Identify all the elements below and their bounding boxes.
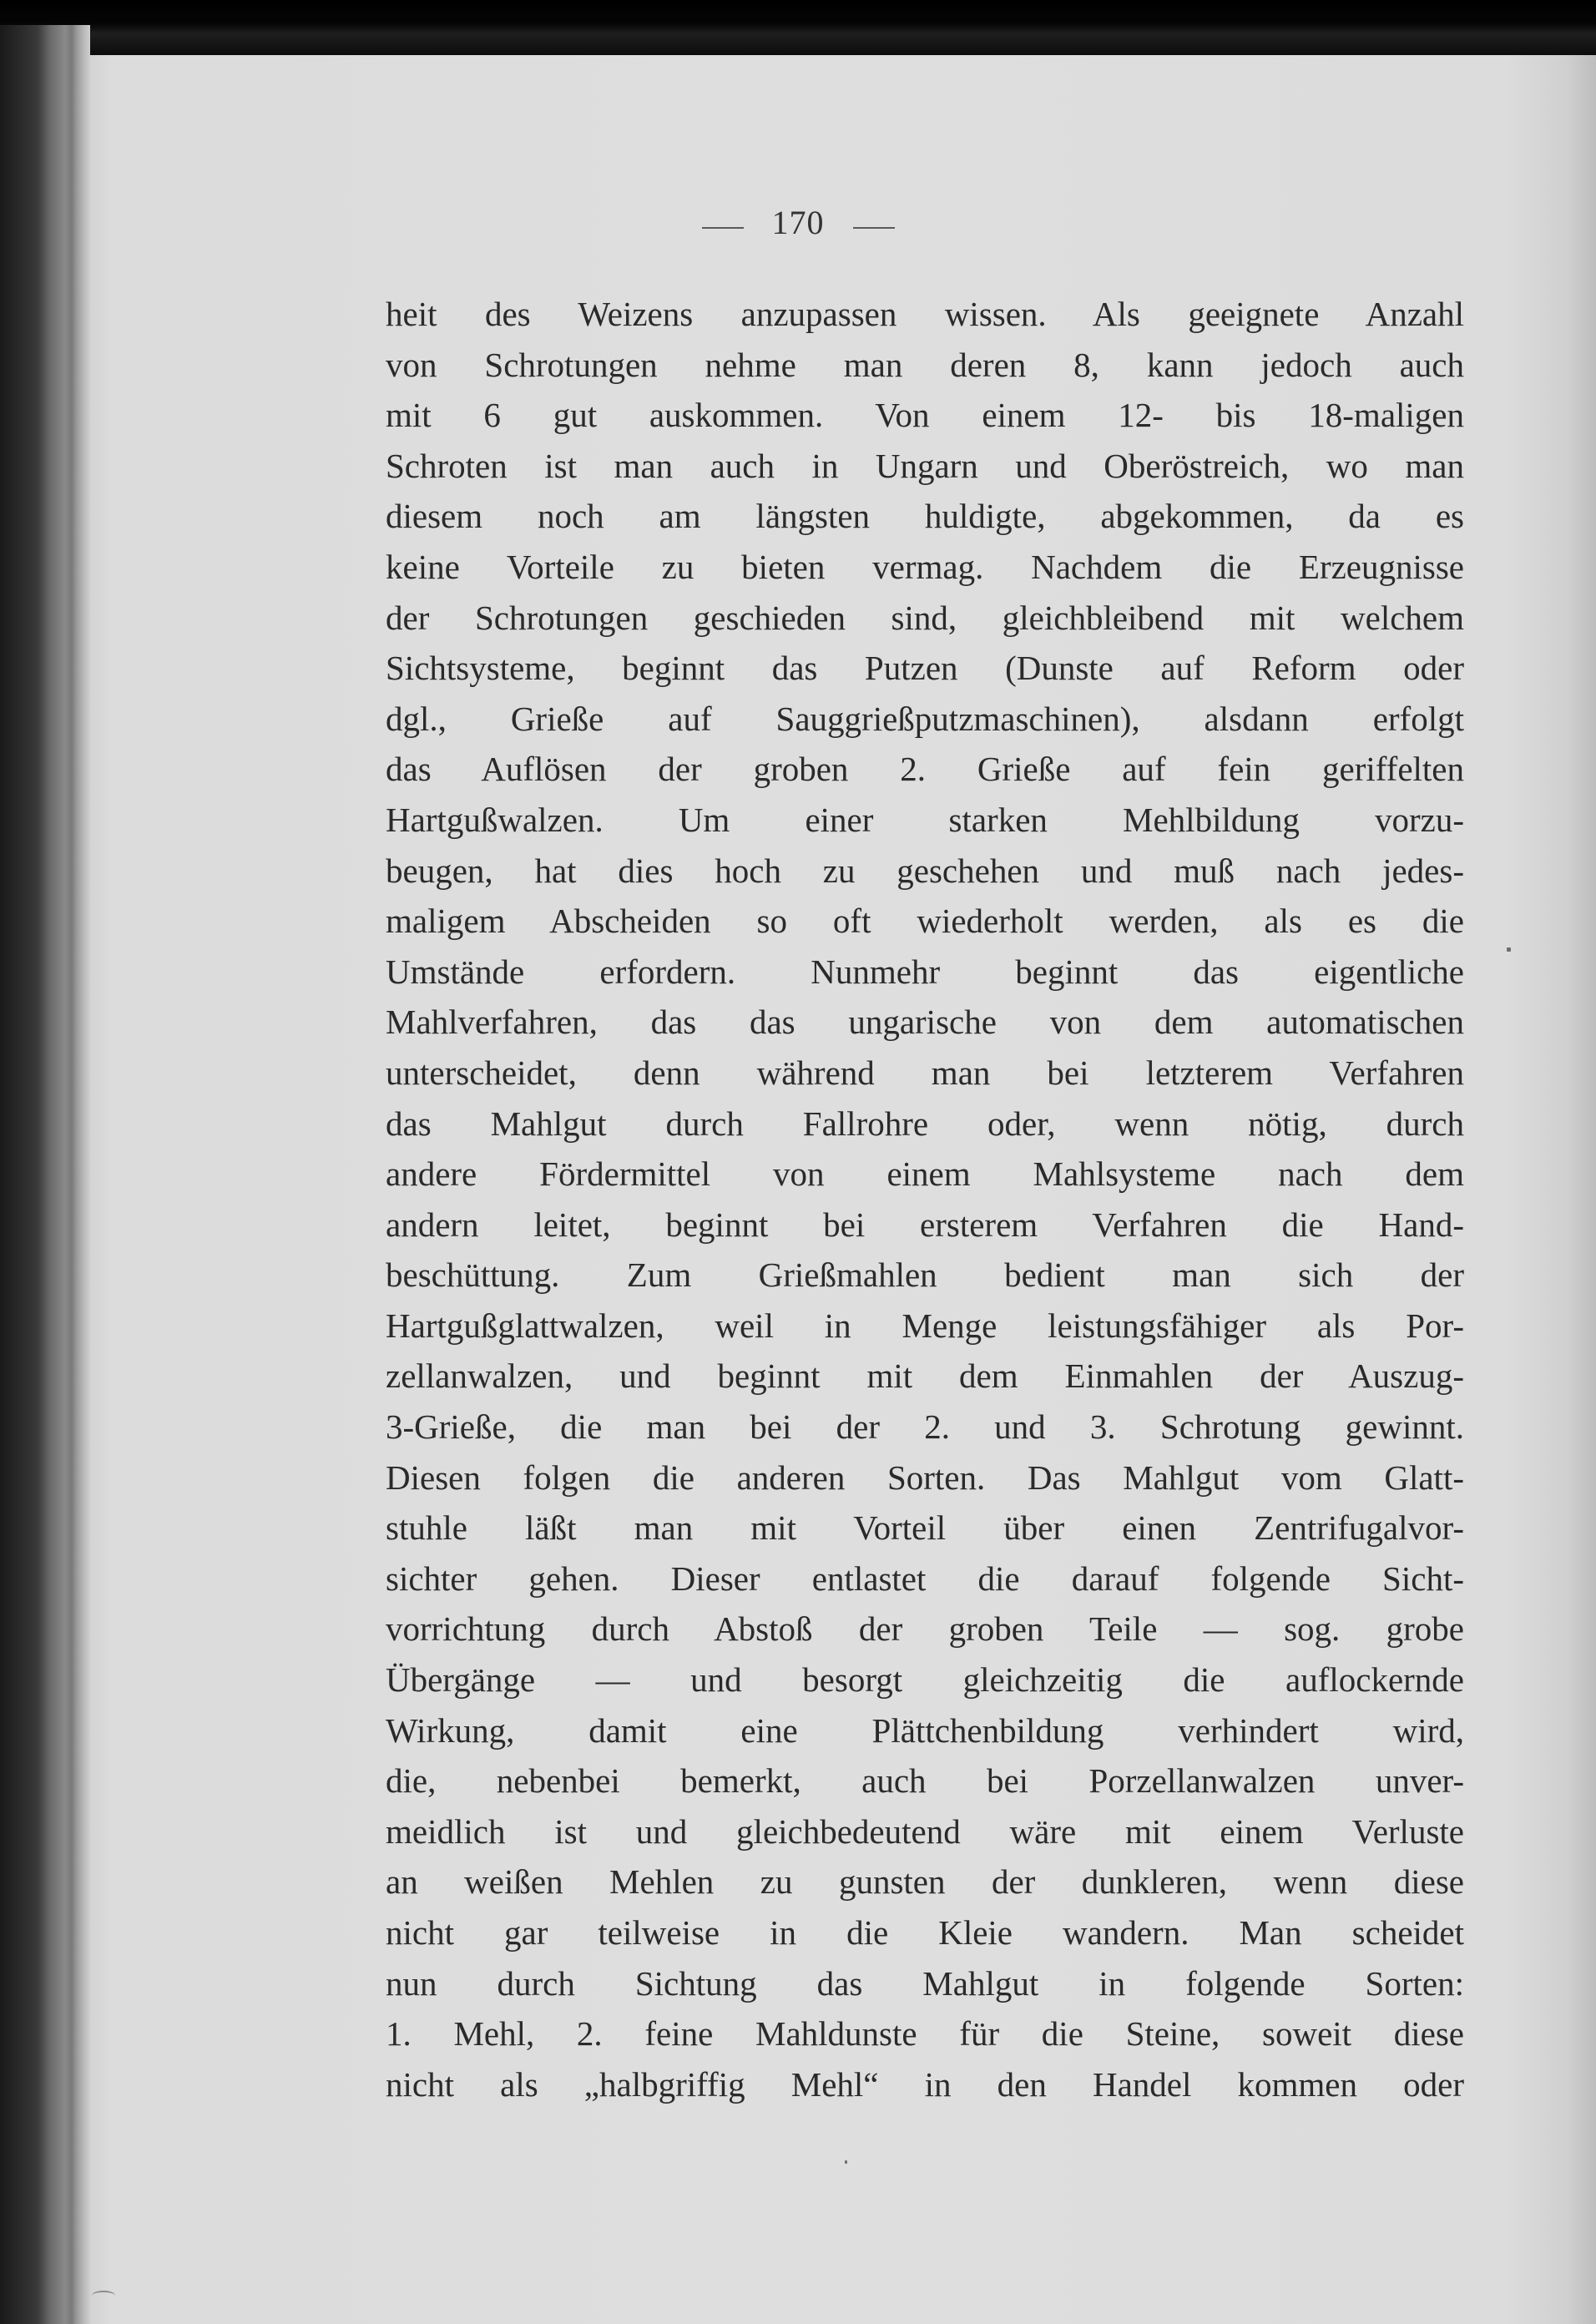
text-line: Sichtsysteme, beginnt das Putzen (Dunste auf Reform oder bbox=[386, 649, 1464, 688]
scan-speck bbox=[845, 2160, 847, 2164]
text-line: mit 6 gut auskommen. Von einem 12- bis 18-maligen bbox=[386, 396, 1464, 435]
header-dash-right bbox=[853, 227, 895, 229]
text-line: vorrichtung durch Abstoß der groben Teile — sog. grobe bbox=[386, 1609, 1464, 1649]
text-line: das Auflösen der groben 2. Grieße auf fein geriffelten bbox=[386, 750, 1464, 789]
text-line: 1. Mehl, 2. feine Mahldunste für die Steine, soweit diese bbox=[386, 2014, 1464, 2054]
text-line: andern leitet, beginnt bei ersterem Verfahren die Hand- bbox=[386, 1205, 1464, 1244]
text-line: diesem noch am längsten huldigte, abgekommen, da es bbox=[386, 497, 1464, 536]
text-line: Übergänge — und besorgt gleichzeitig die auflockernde bbox=[386, 1660, 1464, 1700]
book-spine-edge bbox=[0, 25, 90, 2324]
text-line: unterscheidet, denn während man bei letzterem Verfahren bbox=[386, 1053, 1464, 1092]
text-line: Hartgußglattwalzen, weil in Menge leistungsfähiger als Por- bbox=[386, 1306, 1464, 1345]
text-line: keine Vorteile zu bieten vermag. Nachdem die Erzeugnisse bbox=[386, 547, 1464, 586]
text-line: heit des Weizens anzupassen wissen. Als geeignete Anzahl bbox=[386, 295, 1464, 333]
page-corner-curl bbox=[92, 2291, 115, 2301]
text-line: der Schrotungen geschieden sind, gleichbleibend mit welchem bbox=[386, 598, 1464, 637]
text-line: zellanwalzen, und beginnt mit dem Einmahlen der Auszug- bbox=[386, 1357, 1464, 1396]
scanner-top-edge bbox=[0, 0, 1596, 55]
text-line: 3-Grieße, die man bei der 2. und 3. Schrotung gewinnt. bbox=[386, 1407, 1464, 1447]
text-line: beugen, hat dies hoch zu geschehen und muß nach jedes- bbox=[386, 851, 1464, 890]
scan-speck bbox=[1507, 947, 1511, 952]
text-line: stuhle läßt man mit Vorteil über einen Zentrifugalvor- bbox=[386, 1508, 1464, 1548]
text-line: nicht als „halbgriffig Mehl“ in den Handel kommen oder bbox=[386, 2064, 1464, 2104]
text-line: nun durch Sichtung das Mahlgut in folgende Sorten: bbox=[386, 1963, 1464, 2003]
text-line: Umstände erfordern. Nunmehr beginnt das eigentliche bbox=[386, 952, 1464, 991]
text-line: von Schrotungen nehme man deren 8, kann jedoch auch bbox=[386, 345, 1464, 384]
text-line: meidlich ist und gleichbedeutend wäre mit einem Verluste bbox=[386, 1811, 1464, 1851]
text-line: an weißen Mehlen zu gunsten der dunkleren, wenn diese bbox=[386, 1862, 1464, 1902]
text-line: dgl., Grieße auf Sauggrießputzmaschinen), alsdann erfolgt bbox=[386, 699, 1464, 738]
body-text bbox=[386, 289, 1464, 2109]
text-line: maligem Abscheiden so oft wiederholt werden, als es die bbox=[386, 902, 1464, 941]
page-header bbox=[0, 203, 1596, 242]
text-line: beschüttung. Zum Grießmahlen bedient man sich der bbox=[386, 1255, 1464, 1295]
text-line: sichter gehen. Dieser entlastet die darauf folgende Sicht- bbox=[386, 1559, 1464, 1598]
text-line: Hartgußwalzen. Um einer starken Mehlbildung vorzu- bbox=[386, 800, 1464, 839]
header-dash-left bbox=[702, 227, 744, 229]
text-line: nicht gar teilweise in die Kleie wandern. Man scheidet bbox=[386, 1913, 1464, 1952]
text-line: Mahlverfahren, das das ungarische von dem automatischen bbox=[386, 1003, 1464, 1042]
text-line: die, nebenbei bemerkt, auch bei Porzellanwalzen unver- bbox=[386, 1761, 1464, 1801]
text-line: das Mahlgut durch Fallrohre oder, wenn nötig, durch bbox=[386, 1104, 1464, 1143]
text-line: Wirkung, damit eine Plättchenbildung verhindert wird, bbox=[386, 1710, 1464, 1750]
text-line: Diesen folgen die anderen Sorten. Das Mahlgut vom Glatt- bbox=[386, 1458, 1464, 1497]
page-number: 170 bbox=[771, 204, 825, 241]
text-line: andere Fördermittel von einem Mahlsysteme nach dem bbox=[386, 1154, 1464, 1194]
text-line: Schroten ist man auch in Ungarn und Oberöstreich, wo man bbox=[386, 446, 1464, 485]
